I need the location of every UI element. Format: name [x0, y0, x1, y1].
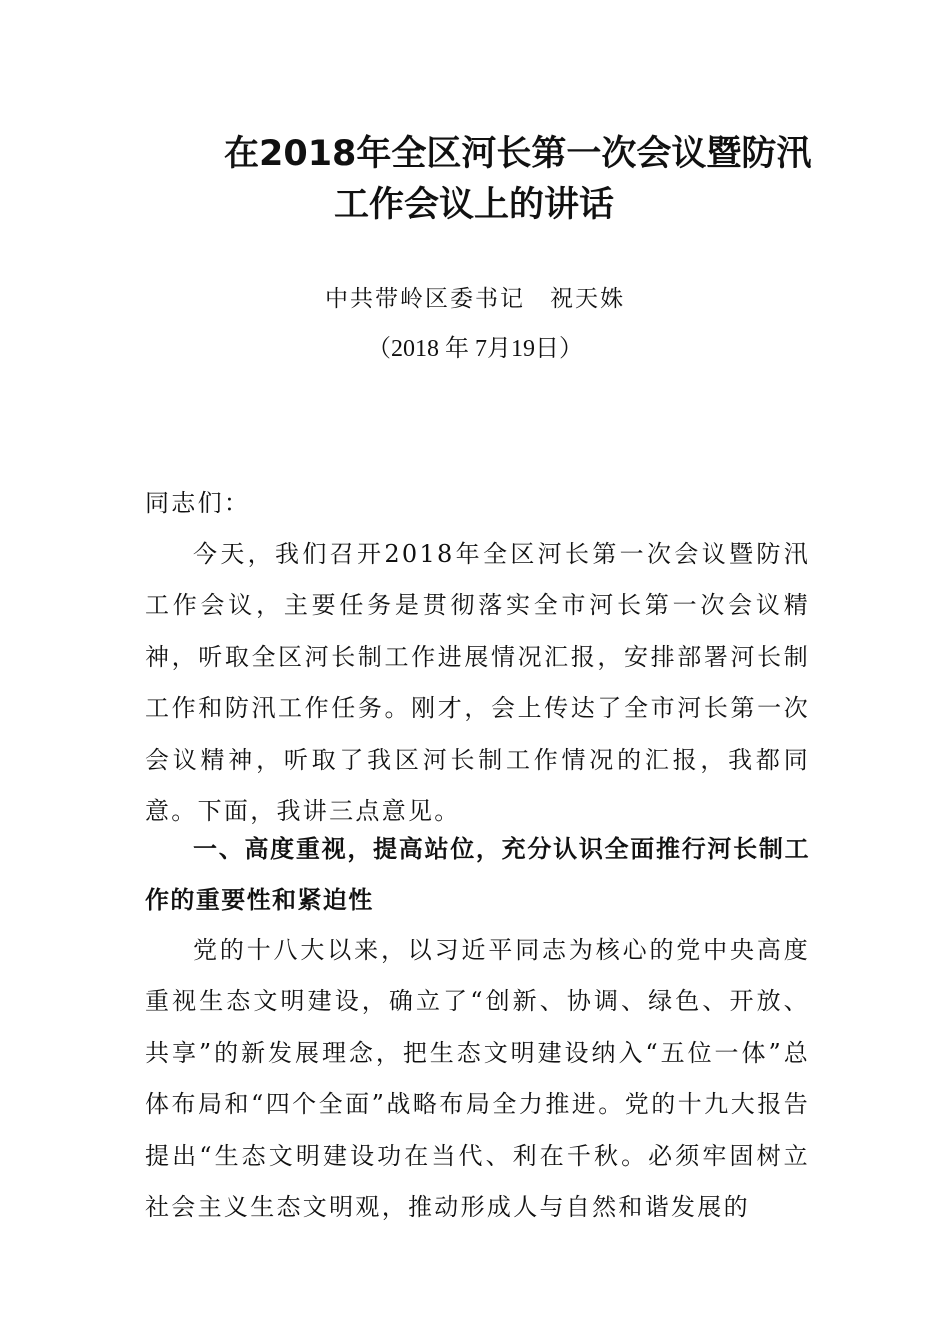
date-line: （2018 年 7月19日） — [367, 336, 583, 362]
author-line: 中共带岭区委书记 祝天姝 — [325, 286, 625, 312]
salutation: 同志们： — [145, 489, 251, 517]
document-title-line-1: 在2018年全区河长第一次会议暨防汛 — [224, 134, 812, 174]
paragraph: 党的十八大以来，以习近平同志为核心的党中央高度重视生态文明建设，确立了“创新、协调、绿色、开放、共享”的新发展理念，把生态文明建设纳入“五位一体”总体布局和“四个全面”战略布局全力推进。党的十九大报告提出“生态文明建设功在当代、利在千秋。必须牢固树立社会主义生态文明观，推动形成人与自然和谐发展的 — [145, 936, 810, 1222]
document-title-line-2: 工作会议上的讲话 — [334, 185, 615, 225]
paragraph: 今天，我们召开2018年全区河长第一次会议暨防汛工作会议，主要任务是贯彻落实全市河长第一次会议精神，听取全区河长制工作进展情况汇报，安排部署河长制工作和防汛工作任务。刚才，会上传达了全市河长第一次会议精神，听取了我区河长制工作情况的汇报，我都同意。下面，我讲三点意见。 — [145, 540, 810, 826]
section-heading: 一、高度重视，提高站位，充分认识全面推行河长制工作的重要性和紧迫性 — [145, 835, 810, 915]
